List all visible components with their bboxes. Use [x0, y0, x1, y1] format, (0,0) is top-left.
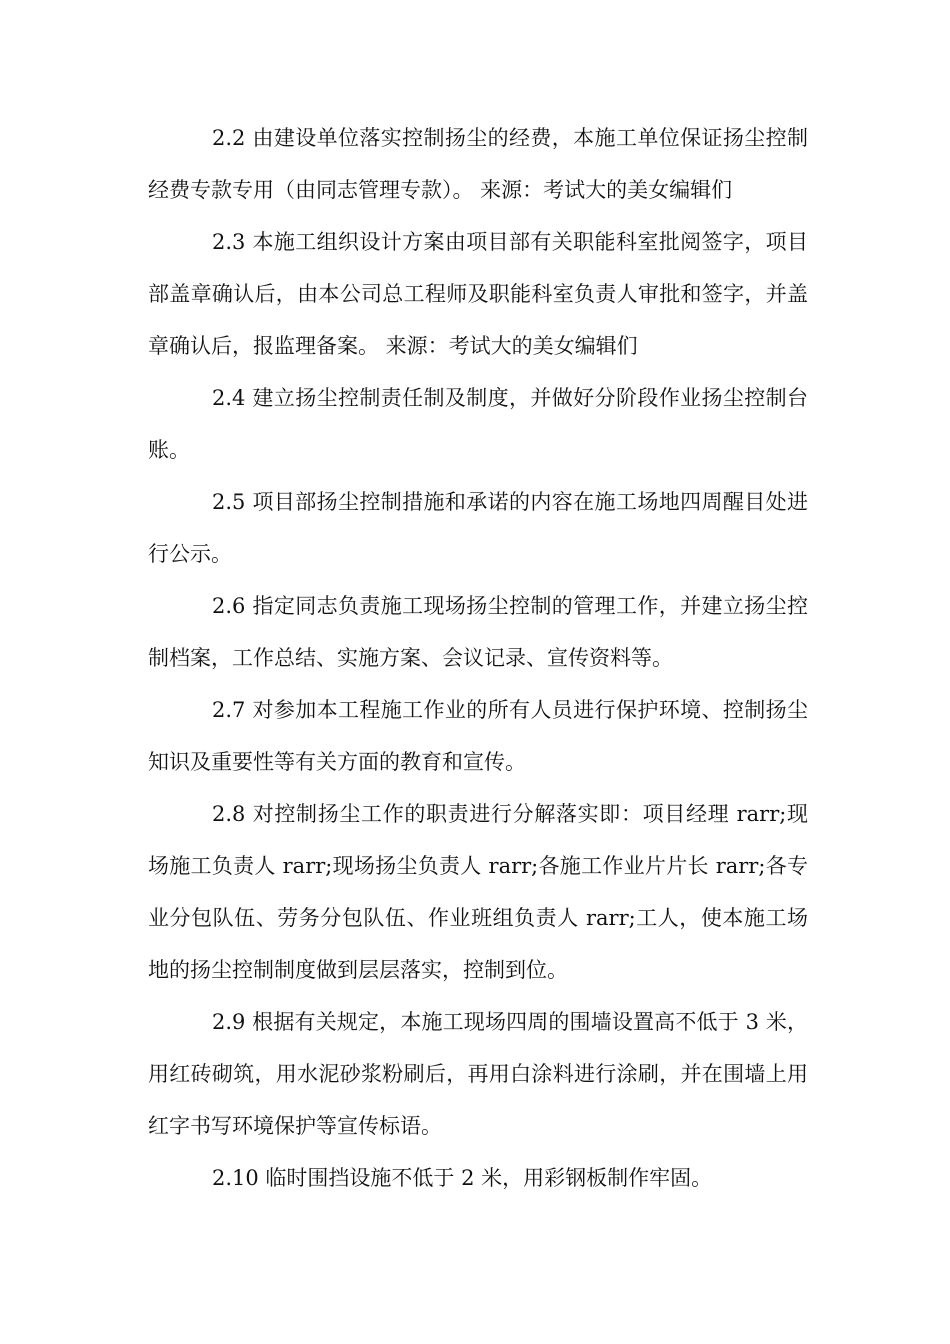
- paragraph-2-10: 2.10 临时围挡设施不低于 2 米，用彩钢板制作牢固。: [212, 1166, 713, 1190]
- paragraph-2-5: 2.5 项目部扬尘控制措施和承诺的内容在施工场地四周醒目处进行公示。: [148, 490, 808, 566]
- paragraph-2-8: 2.8 对控制扬尘工作的职责进行分解落实即：项目经理 rarr;现场施工负责人 rarr;现场扬尘负责人 rarr;各施工作业片片长 rarr;各专业分包队伍、劳务分包队伍、作业班组负责人 rarr;工人，使本施工场地的扬尘控制制度做到层层落实，控制到位。: [148, 802, 808, 982]
- paragraph-2-6: 2.6 指定同志负责施工现场扬尘控制的管理工作，并建立扬尘控制档案，工作总结、实施方案、会议记录、宣传资料等。: [148, 594, 808, 670]
- paragraph-2-9: 2.9 根据有关规定，本施工现场四周的围墙设置高不低于 3 米，用红砖砌筑，用水泥砂浆粉刷后，再用白涂料进行涂刷，并在围墙上用红字书写环境保护等宣传标语。: [148, 1010, 808, 1138]
- paragraph-2-2: 2.2 由建设单位落实控制扬尘的经费，本施工单位保证扬尘控制经费专款专用（由同志管理专款）。 来源：考试大的美女编辑们: [148, 126, 808, 202]
- document-body: [148, 112, 808, 1204]
- paragraph-2-7: 2.7 对参加本工程施工作业的所有人员进行保护环境、控制扬尘知识及重要性等有关方面的教育和宣传。: [148, 698, 808, 774]
- paragraph-2-3: 2.3 本施工组织设计方案由项目部有关职能科室批阅签字，项目部盖章确认后，由本公司总工程师及职能科室负责人审批和签字，并盖章确认后，报监理备案。 来源：考试大的美女编辑们: [148, 230, 808, 358]
- paragraph-2-4: 2.4 建立扬尘控制责任制及制度，并做好分阶段作业扬尘控制台账。: [148, 386, 808, 462]
